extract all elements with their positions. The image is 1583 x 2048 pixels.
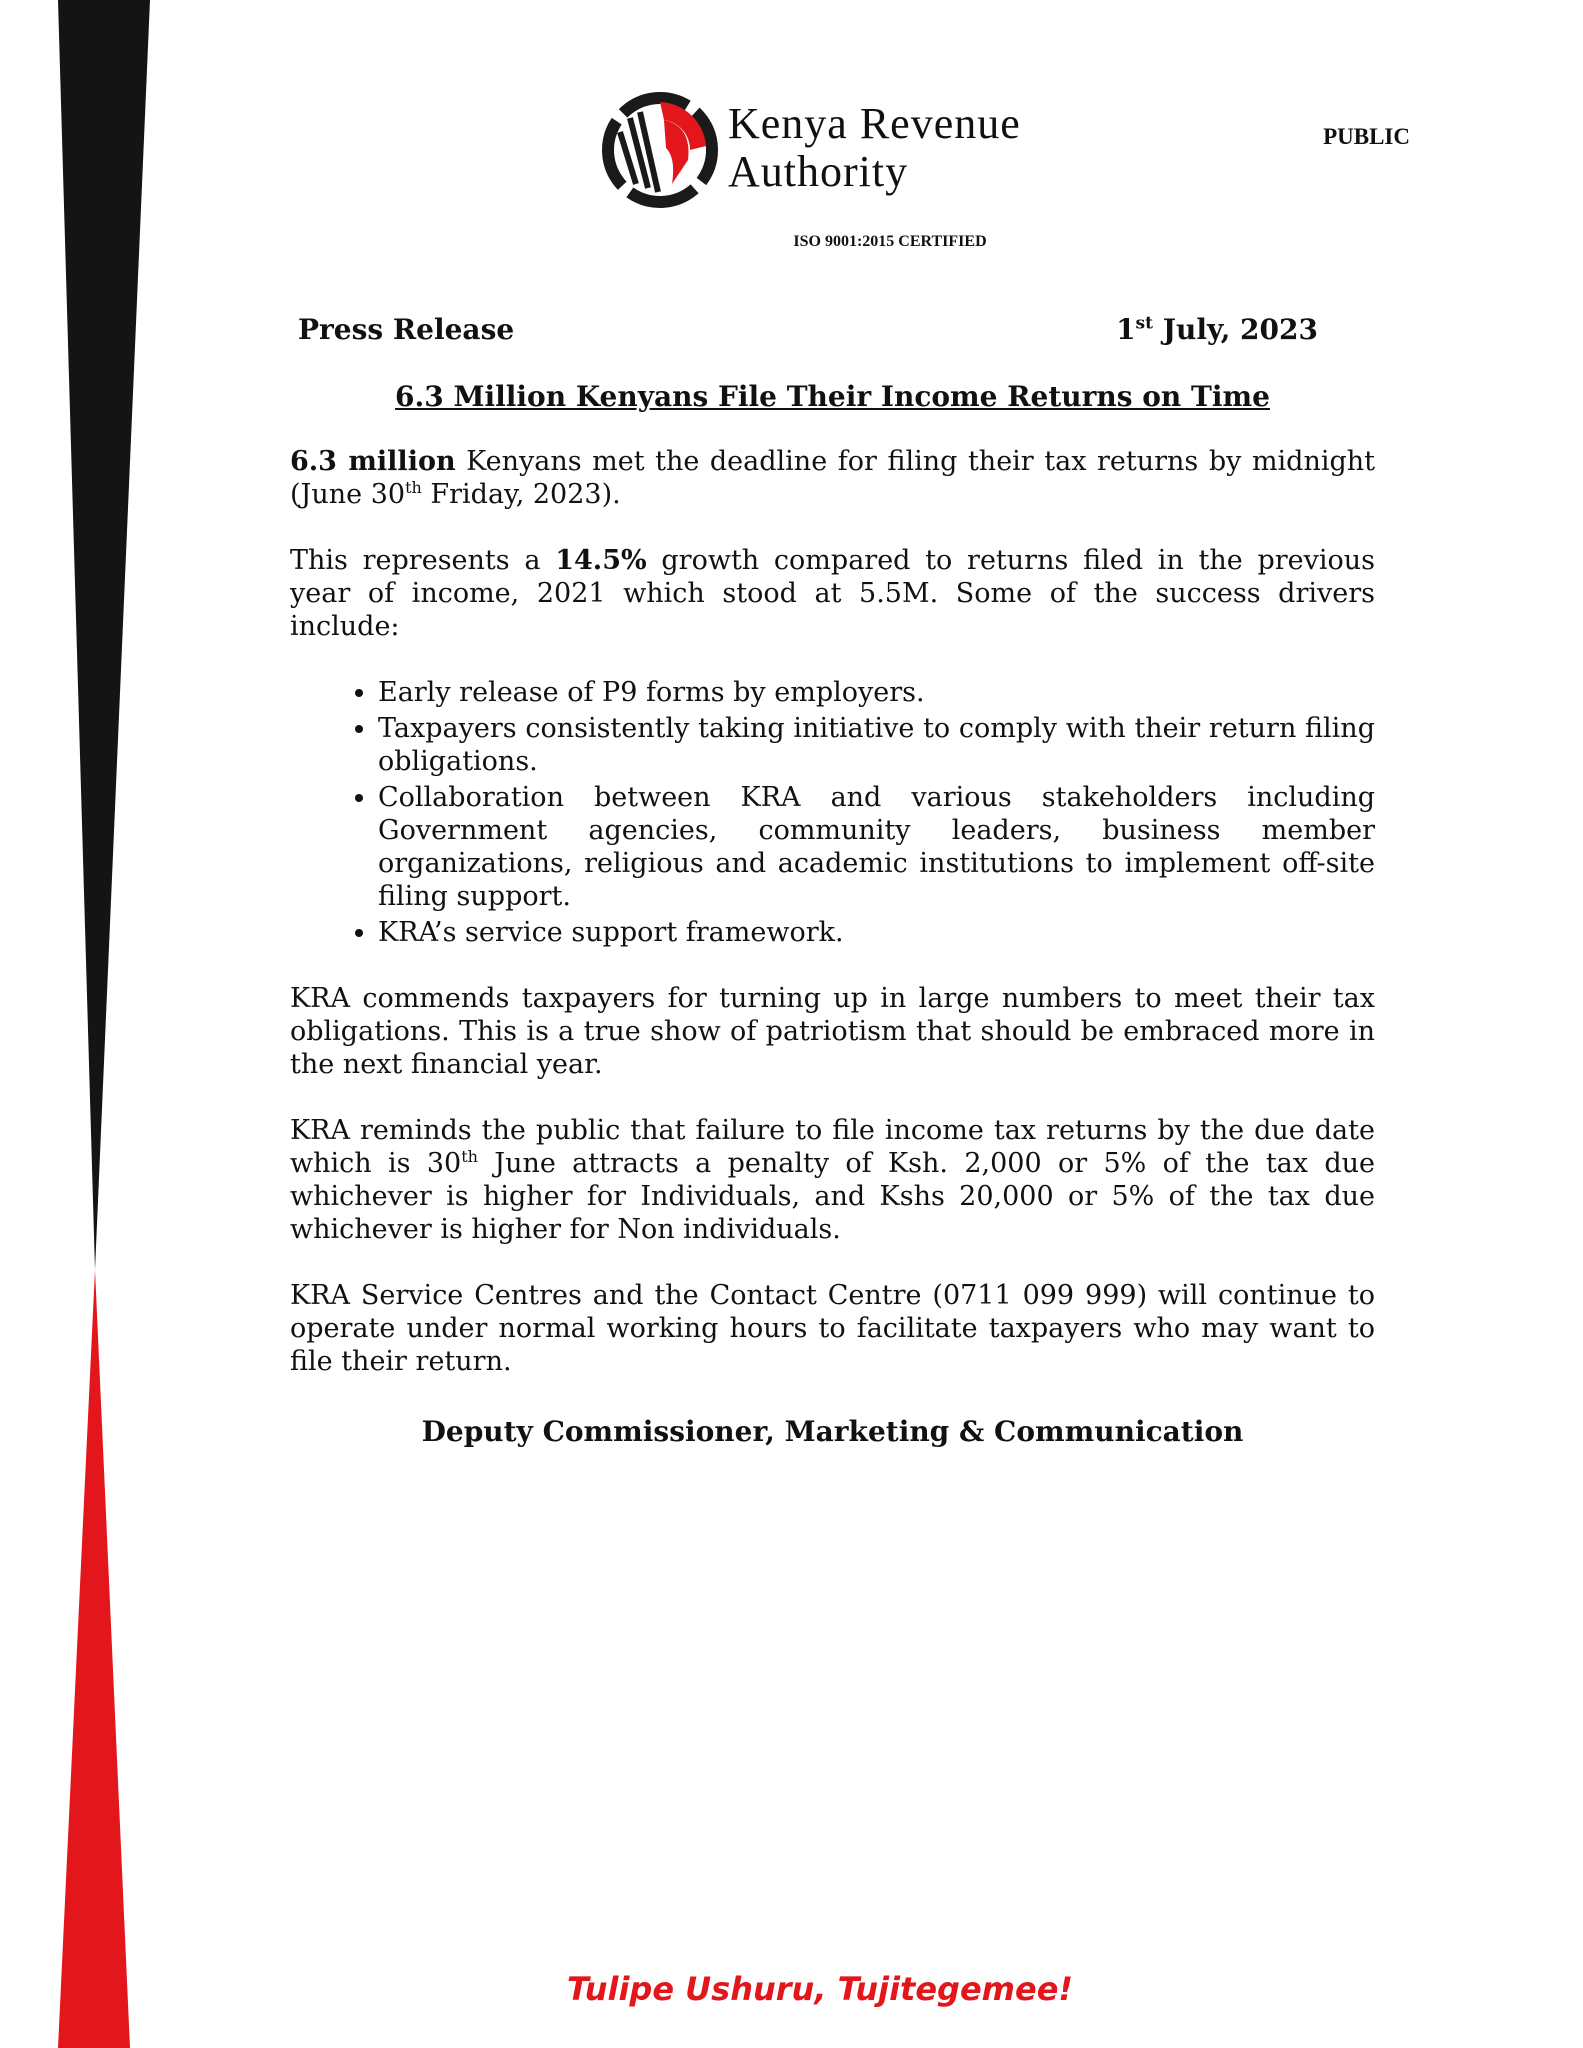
side-band-red [58, 1270, 130, 2048]
list-item: • KRA’s service support framework. [378, 916, 1375, 949]
body-content [290, 445, 1375, 1411]
classification-label: PUBLIC [1323, 124, 1410, 149]
p2-bold: 14.5% [555, 545, 647, 576]
list-item: • Taxpayers consistently taking initiative to comply with their return filing obligations. [378, 712, 1375, 778]
kra-logo [600, 88, 1100, 213]
p1-text2: Friday, 2023). [421, 479, 621, 510]
p4-text1: KRA reminds the public that failure to file income tax returns by the due date which is 30 [290, 1115, 1375, 1179]
p1-bold: 6.3 million [290, 446, 456, 477]
paragraph-2 [290, 544, 1375, 643]
list-item: • Early release of P9 forms by employers. [378, 676, 1375, 709]
press-release-label: Press Release [298, 313, 515, 346]
paragraph-5: KRA Service Centres and the Contact Centre (0711 099 999) will continue to operate under normal working hours to facilitate taxpayers who may want to file their return. [290, 1280, 1375, 1377]
press-release-date [1116, 313, 1318, 346]
p4-sup: th [461, 1147, 478, 1166]
paragraph-3: KRA commends taxpayers for turning up in large numbers to meet their tax obligations. This is a true show of patriotism that should be embraced more in the next financial year. [290, 983, 1375, 1080]
logo-text-line2: Authority [728, 147, 909, 196]
slogan: Tulipe Ushuru, Tujitegemee! [567, 1970, 1073, 2008]
iso-certification: ISO 9001:2015 CERTIFIED [793, 233, 987, 250]
p1-sup: th [405, 478, 422, 497]
logo-text-line1: Kenya Revenue [728, 99, 1021, 148]
p2-text2: growth compared to returns filed in the previous year of income, 2021 which stood at 5.5M. Some of the success drivers include: [290, 545, 1376, 642]
side-band-black [58, 0, 150, 1270]
headline: 6.3 Million Kenyans File Their Income Returns on Time [395, 380, 1270, 413]
p1-text1: Kenyans met the deadline for filing their tax returns by midnight (June 30 [290, 446, 1376, 510]
p4-text2: June attracts a penalty of Ksh. 2,000 or 5% of the tax due whichever is higher for Individuals, and Kshs 20,000 or 5% of the tax due whichever is higher for Non individuals. [290, 1148, 1375, 1245]
date-suffix: st [1135, 313, 1153, 334]
success-drivers-list [290, 676, 1375, 949]
p2-text1: This represents a [290, 545, 556, 576]
date-day: 1 [1116, 313, 1136, 346]
paragraph-1 [290, 445, 1375, 511]
signatory: Deputy Commissioner, Marketing & Communication [421, 1415, 1244, 1448]
list-item: • Collaboration between KRA and various stakeholders including Government agencies, community leaders, business member organizations, religious and academic institutions to implement off-site filing support. [378, 781, 1375, 913]
side-band-decoration [0, 0, 200, 2048]
paragraph-4 [290, 1114, 1375, 1246]
date-rest: July, 2023 [1152, 313, 1318, 346]
lion-emblem-icon [600, 88, 733, 213]
